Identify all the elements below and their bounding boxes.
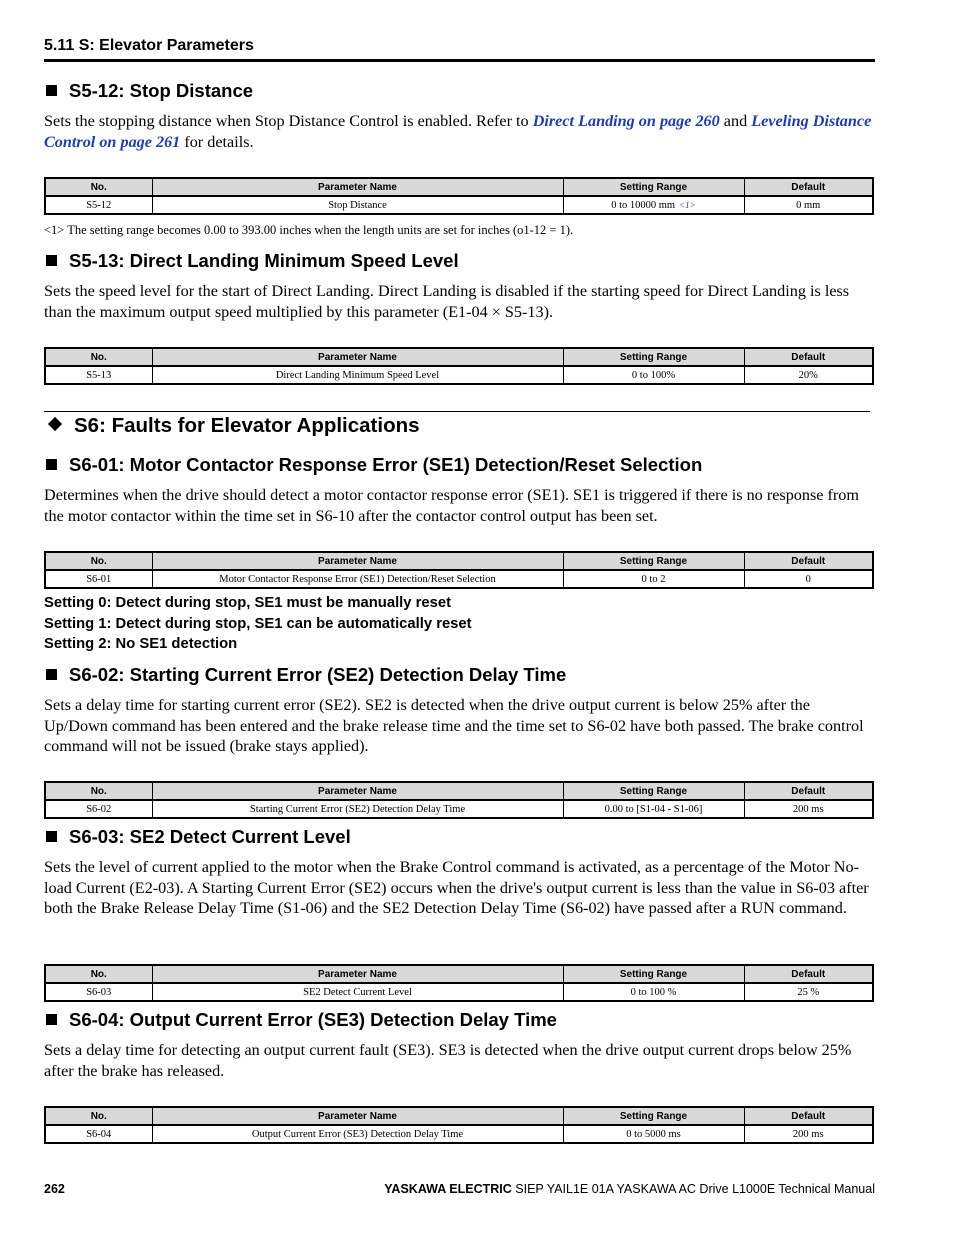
link-direct-landing[interactable]: Direct Landing on page 260 bbox=[532, 112, 720, 130]
square-bullet-icon bbox=[46, 669, 57, 680]
table-s5-13: No. Parameter Name Setting Range Default S5-13 Direct Landing Minimum Speed Level 0 to 100% 20% bbox=[44, 347, 874, 385]
heading-s6-02: S6-02: Starting Current Error (SE2) Detection Delay Time bbox=[46, 664, 566, 686]
heading-s6-01: S6-01: Motor Contactor Response Error (SE1) Detection/Reset Selection bbox=[46, 454, 702, 476]
square-bullet-icon bbox=[46, 831, 57, 842]
heading-s5-12: S5-12: Stop Distance bbox=[46, 80, 253, 102]
heading-s6-04: S6-04: Output Current Error (SE3) Detection Delay Time bbox=[46, 1009, 557, 1031]
section-rule bbox=[44, 411, 870, 412]
setting-1: Setting 1: Detect during stop, SE1 can be automatically reset bbox=[44, 616, 472, 632]
paragraph-s6-02: Sets a delay time for starting current error (SE2). SE2 is detected when the drive output current is below 25% after the Up/Down command has been entered and the brake release time and the time set to S6-02 have both passed. The brake control command will not be issued (brake stays applied). bbox=[44, 696, 864, 755]
table-s6-01: No. Parameter Name Setting Range Default S6-01 Motor Contactor Response Error (SE1) Detection/Reset Selection 0 to 2 0 bbox=[44, 551, 874, 589]
heading-s5-13: S5-13: Direct Landing Minimum Speed Level bbox=[46, 250, 459, 272]
heading-s6: S6: Faults for Elevator Applications bbox=[48, 414, 420, 438]
table-row: S5-13 Direct Landing Minimum Speed Level 0 to 100% 20% bbox=[45, 366, 873, 384]
table-s6-03: No. Parameter Name Setting Range Default S6-03 SE2 Detect Current Level 0 to 100 % 25 % bbox=[44, 964, 874, 1002]
section-header: 5.11 S: Elevator Parameters bbox=[44, 37, 254, 54]
table-row: S6-02 Starting Current Error (SE2) Detection Delay Time 0.00 to [S1-04 - S1-06] 200 ms bbox=[45, 800, 873, 818]
table-row: S6-01 Motor Contactor Response Error (SE1) Detection/Reset Selection 0 to 2 0 bbox=[45, 570, 873, 588]
paragraph-s6-04: Sets a delay time for detecting an output current fault (SE3). SE3 is detected when the drive output current drops below 25% after the brake has released. bbox=[44, 1041, 852, 1080]
table-s5-12: No. Parameter Name Setting Range Default S5-12 Stop Distance 0 to 10000 mm <1> 0 mm bbox=[44, 177, 874, 215]
paragraph-s5-13: Sets the speed level for the start of Direct Landing. Direct Landing is disabled if the starting speed for Direct Landing is less than the maximum output speed multiplied by this parameter (E1-04 × S5-13). bbox=[44, 282, 850, 321]
paragraph-s5-12: Sets the stopping distance when Stop Distance Control is enabled. Refer to Direct Landing on page 260 and Leveling Distance Control on page 261 for details. bbox=[44, 112, 872, 151]
square-bullet-icon bbox=[46, 459, 57, 470]
table-s6-02: No. Parameter Name Setting Range Default S6-02 Starting Current Error (SE2) Detection Delay Time 0.00 to [S1-04 - S1-06] 200 ms bbox=[44, 781, 874, 819]
square-bullet-icon bbox=[46, 255, 57, 266]
table-row: S6-04 Output Current Error (SE3) Detection Delay Time 0 to 5000 ms 200 ms bbox=[45, 1125, 873, 1143]
setting-2: Setting 2: No SE1 detection bbox=[44, 636, 238, 652]
square-bullet-icon bbox=[46, 85, 57, 96]
table-row: S5-12 Stop Distance 0 to 10000 mm <1> 0 mm bbox=[45, 196, 873, 214]
setting-0: Setting 0: Detect during stop, SE1 must be manually reset bbox=[44, 595, 452, 611]
footnote-ref-link[interactable]: <1> bbox=[679, 199, 696, 210]
link-leveling-distance[interactable]: Leveling Distance Control on page 261 bbox=[44, 112, 872, 151]
diamond-bullet-icon bbox=[48, 417, 62, 431]
footer-manual-title: YASKAWA ELECTRIC SIEP YAIL1E 01A YASKAWA AC Drive L1000E Technical Manual bbox=[384, 1182, 875, 1196]
header-rule bbox=[44, 59, 875, 62]
paragraph-s6-03: Sets the level of current applied to the motor when the Brake Control command is activated, as a percentage of the Motor No-load Current (E2-03). A Starting Current Error (SE2) occurs when the drive's output current is less than the value in S6-03 after both the Brake Release Delay Time (S1-06) and the SE2 Detection Delay Time (S6-02) have passed after a RUN command. bbox=[44, 858, 869, 917]
footnote-s5-12: <1> The setting range becomes 0.00 to 393.00 inches when the length units are set for inches (o1-12 = 1). bbox=[44, 223, 574, 237]
paragraph-s6-01: Determines when the drive should detect a motor contactor response error (SE1). SE1 is triggered if there is no response from the motor contactor within the time set in S6-10 after the contactor control output has been set. bbox=[44, 486, 859, 525]
page-number: 262 bbox=[44, 1182, 65, 1196]
square-bullet-icon bbox=[46, 1014, 57, 1025]
heading-s6-03: S6-03: SE2 Detect Current Level bbox=[46, 826, 351, 848]
table-row: S6-03 SE2 Detect Current Level 0 to 100 % 25 % bbox=[45, 983, 873, 1001]
table-s6-04: No. Parameter Name Setting Range Default S6-04 Output Current Error (SE3) Detection Delay Time 0 to 5000 ms 200 ms bbox=[44, 1106, 874, 1144]
